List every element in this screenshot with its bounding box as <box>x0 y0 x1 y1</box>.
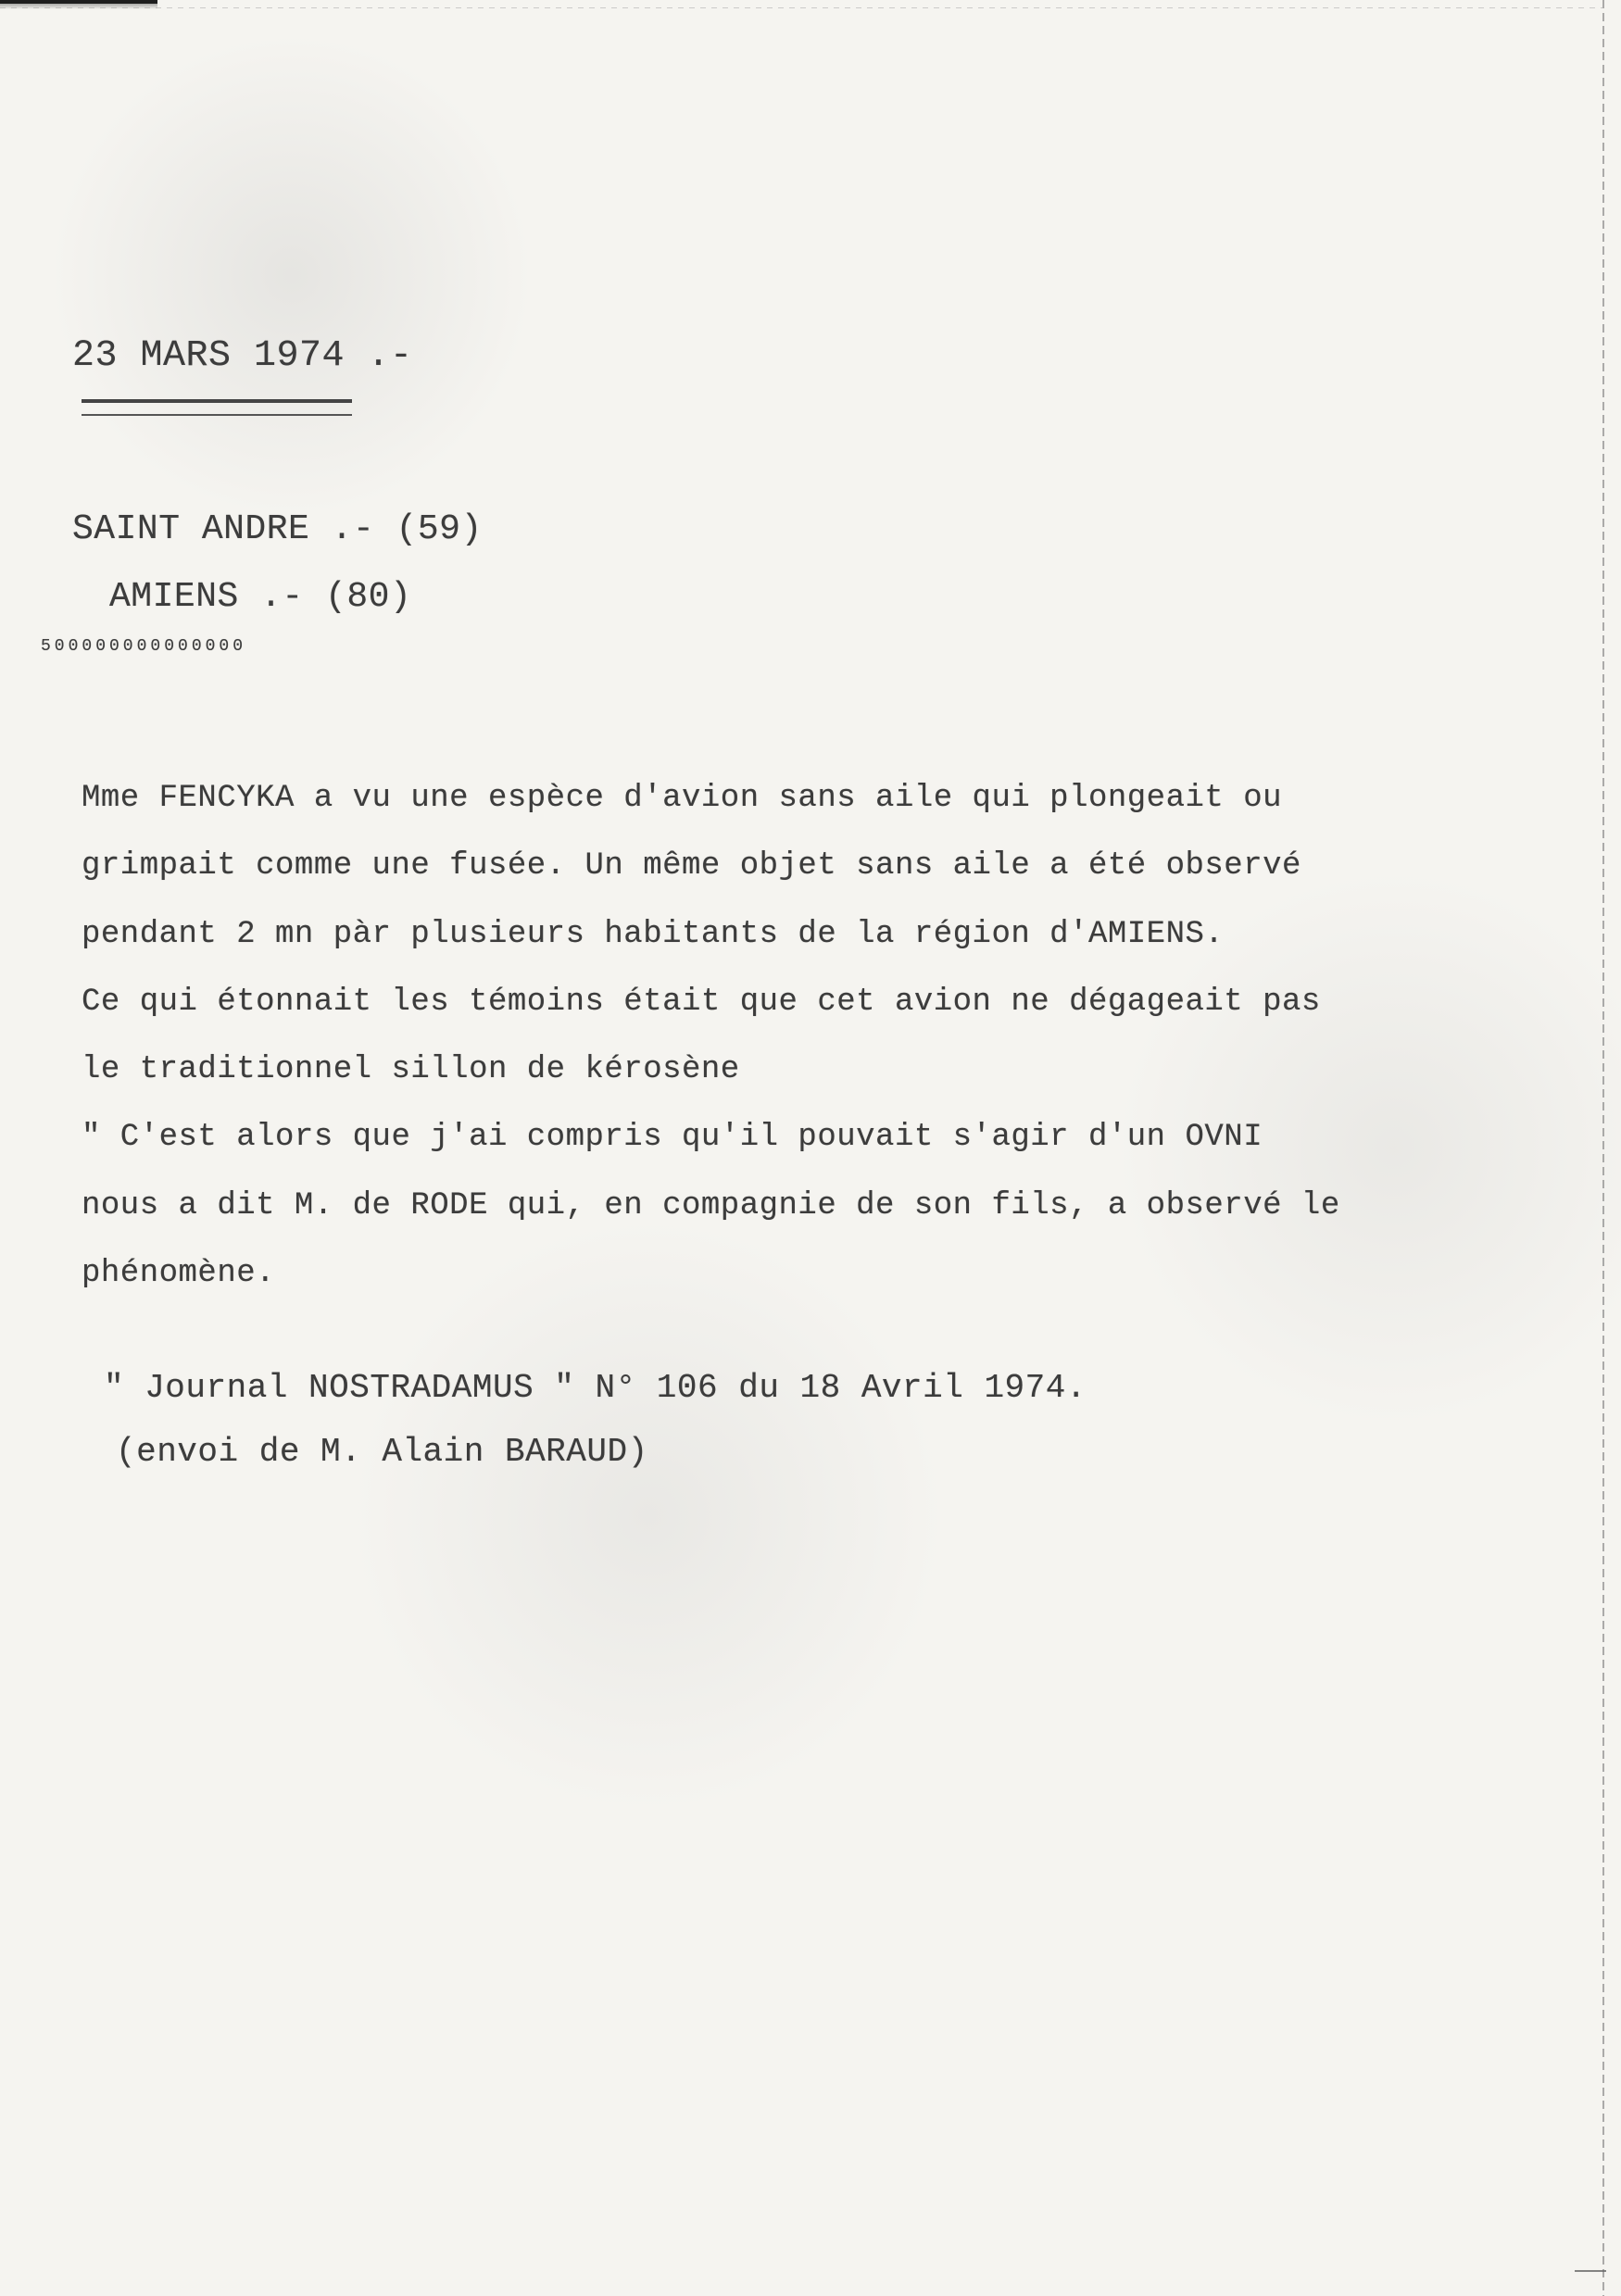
bottom-right-mark <box>1575 2253 1606 2272</box>
separator-circles: 500000000000000 <box>41 637 247 656</box>
date-underline <box>82 399 352 416</box>
source-sender: (envoi de M. Alain BARAUD) <box>116 1433 648 1471</box>
location-saint-andre: SAINT ANDRE .- (59) <box>72 509 483 549</box>
location-amiens: AMIENS .- (80) <box>109 577 412 617</box>
body-line: pendant 2 mn pàr plusieurs habitants de la région d'AMIENS. <box>82 916 1225 952</box>
top-dotted-border <box>0 7 1602 8</box>
body-line: nous a dit M. de RODE qui, en compagnie de son fils, a observé le <box>82 1187 1340 1223</box>
body-line: grimpait comme une fusée. Un même objet sans aile a été observé <box>82 848 1301 885</box>
right-dotted-border <box>1602 0 1604 2296</box>
body-line: " C'est alors que j'ai compris qu'il pouvait s'agir d'un OVNI <box>82 1120 1263 1156</box>
body-line: Mme FENCYKA a vu une espèce d'avion sans aile qui plongeait ou <box>82 781 1283 816</box>
body-line: phénomène. <box>82 1256 276 1292</box>
source-citation: " Journal NOSTRADAMUS " N° 106 du 18 Avril 1974. <box>104 1369 1087 1407</box>
report-body <box>82 765 1340 1308</box>
body-line: Ce qui étonnait les témoins était que cet avion ne dégageait pas <box>82 984 1321 1020</box>
report-date: 23 MARS 1974 .- <box>72 335 413 377</box>
body-line: le traditionnel sillon de kérosène <box>82 1052 740 1088</box>
